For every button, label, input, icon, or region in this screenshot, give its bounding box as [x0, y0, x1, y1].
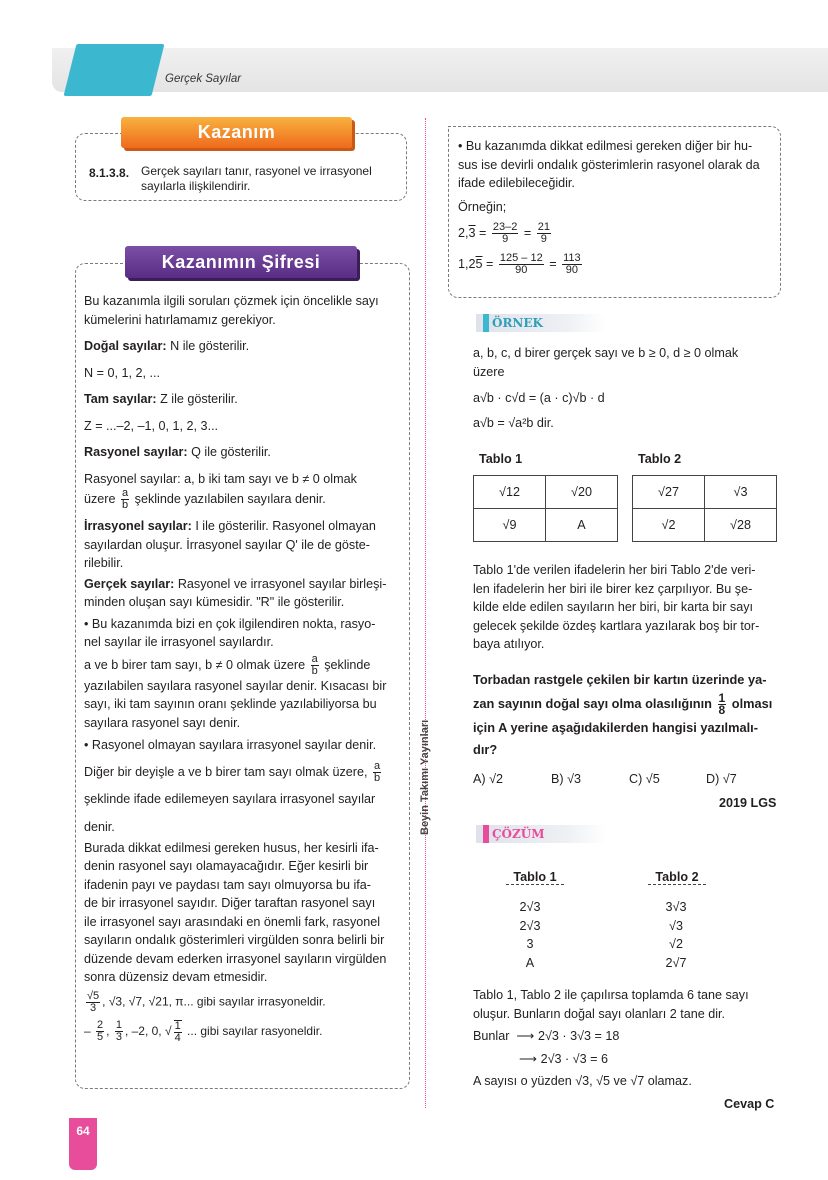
- cozum-col1: 2√3 2√3 3 A: [519, 900, 541, 970]
- column-divider: [425, 118, 426, 1108]
- tablo1-cell: A: [546, 509, 618, 542]
- answer-label: Cevap C: [724, 1097, 775, 1111]
- tablo1-cell: √9: [474, 509, 546, 542]
- tablo1-cell: √12: [474, 476, 546, 509]
- question-text: Torbadan rastgele çekilen bir kartın üzerinde ya- zan sayının doğal sayı olma olasılığının $\frac{1}{8}$ olması için A yerine aşağıdakilerden hangisi yazılmalı- dır?: [473, 672, 773, 757]
- tablo2-label: Tablo 2: [638, 452, 682, 466]
- option-b: B) √3: [551, 772, 582, 786]
- sifre-banner: Kazanımın Şifresi: [125, 246, 357, 278]
- cozum-tablo1-label: Tablo 1: [506, 870, 564, 885]
- header-band: [52, 48, 828, 92]
- cozum-text: Tablo 1, Tablo 2 ile çapılırsa toplamda 6 tane sayı oluşur. Bunların doğal sayı olanları 2 tane dir. Bunlar ⟶ 2√3 · 3√3 = 18 ⟶ 2√3 · √3 = 6 A sayısı o yüzden √3, √5 ve √7 olamaz.: [473, 988, 749, 1088]
- tablo2-cell: √28: [705, 509, 777, 542]
- tablo2-cell: √3: [705, 476, 777, 509]
- tablo1-label: Tablo 1: [479, 452, 523, 466]
- tablo2-table: [632, 475, 777, 542]
- kazanim-text: Gerçek sayıları tanır, rasyonel ve irrasyonel sayılarla ilişkilendirir.: [141, 164, 372, 193]
- tablo2-cell: √2: [633, 509, 705, 542]
- right-note-content: • Bu kazanımda dikkat edilmesi gereken diğer bir hu- sus ise devirli ondalık gösterimlerin rasyonel olarak da ifade edilebileceğidir. Örneğin; 2,3 = $\frac{23-2}{9}$ = $\frac{21}{9}$ 1,25 = $\frac{125 - 12}{90}$ = $\frac{113}{90}$: [458, 139, 760, 276]
- tablo2-cell: √27: [633, 476, 705, 509]
- kazanim-code: 8.1.3.8.: [89, 166, 130, 180]
- cozum-tablo2-label: Tablo 2: [648, 870, 706, 885]
- chapter-title: Gerçek Sayılar: [165, 73, 242, 85]
- page-number: 64: [69, 1118, 97, 1170]
- ornek-intro: a, b, c, d birer gerçek sayı ve b ≥ 0, d ≥ 0 olmak üzere a√b · c√d = (a · c)√b · d a√b = √a²b dir.: [473, 346, 739, 430]
- tablo1-table: [473, 475, 618, 542]
- sifre-content: Bu kazanımla ilgili soruları çözmek için öncelikle sayı kümelerini hatırlamamız gerekiyor. Doğal sayılar: N ile gösterilir. N = 0, 1, 2, ... Tam sayılar: Z ile gösterilir. Z = ...–2, –1, 0, 1, 2, 3... Rasyonel sayılar: Q ile gösterilir. Rasyonel sayılar: a, b iki tam sayı ve b ≠ 0 olmak üzere $\frac{a}{b}$ şeklinde yazılabilen sayılara denir. İrrasyonel sayılar: I ile gösterilir. Rasyonel olmayan sayılardan oluşur. İrrasyonel sayılar Q' ile de göste- rilebilir. Gerçek sayılar: Rasyonel ve irrasyonel sayılar birleşi- minden oluşan sayı kümesidir. "R" ile gösterilir. • Bu kazanımda bizi en çok ilgilendiren nokta, rasyo- nel sayılar ile irrasyonel sayılardır. a ve b birer tam sayı, b ≠ 0 olmak üzere $\frac{a}{b}$ şeklinde yazılabilen sayılara rasyonel sayılar denir. Kısacası bir sayı, iki tam sayının oranı şeklinde yazılabiliyorsa bu sayılara rasyonel sayı denir. • Rasyonel olmayan sayılara irrasyonel sayılar denir. Diğer bir deyişle a ve b birer tam sayı olmak üzere, $\frac{a}{b}$ şeklinde ifade edilemeyen sayılara irrasyonel sayılar denir. Burada dikkat edilmesi gereken husus, her kesirli ifa- denin rasyonel sayı olamayacağıdır. Eğer kesirli bir ifadenin payı ve paydası tam sayı olmuyorsa bu ifa- de bir irrasyonel sayıdır. Diğer taraftan rasyonel sayı ile irrasyonel sayı arasındaki en önemli fark, rasyonel sayıların ondalık gösterimleri virgülden sonra belirli bir düzende devam ederken irrasyonel sayıların virgülden sonra düzensiz devam etmesidir. $\frac{√5}{3}$ , √3, √7, √21, π... gibi sayılar irrasyoneldir. – $\frac{2}{5}$ , $\frac{1}{3}$ , –2, 0, √ $\frac{1}{4}$ ... gibi sayılar rasyoneldir.: [84, 294, 387, 1044]
- option-d: D) √7: [706, 772, 737, 786]
- publisher-label: Beyin Takımı Yayınları: [419, 719, 431, 835]
- kazanim-banner: Kazanım: [121, 117, 352, 148]
- cozum-col2: 3√3 √3 √2 2√7: [665, 900, 687, 970]
- cozum-marker: [483, 825, 489, 843]
- option-a: A) √2: [473, 772, 504, 786]
- ornek-marker: [483, 314, 489, 332]
- source-label: 2019 LGS: [719, 796, 777, 810]
- cozum-title: ÇÖZÜM: [492, 827, 545, 841]
- option-c: C) √5: [629, 772, 660, 786]
- tablo1-cell: √20: [546, 476, 618, 509]
- ornek-description: Tablo 1'de verilen ifadelerin her biri Tablo 2'de veri- len ifadelerin her biri ile birer kez çarpılıyor. Bu şe- kilde elde edilen sayıların her biri, bir karta bir sayı gelecek şekilde özdeş kartlara yazılarak boş bir tor- baya atılıyor.: [473, 563, 760, 651]
- header-tab: [64, 44, 165, 96]
- ornek-title: ÖRNEK: [492, 316, 543, 330]
